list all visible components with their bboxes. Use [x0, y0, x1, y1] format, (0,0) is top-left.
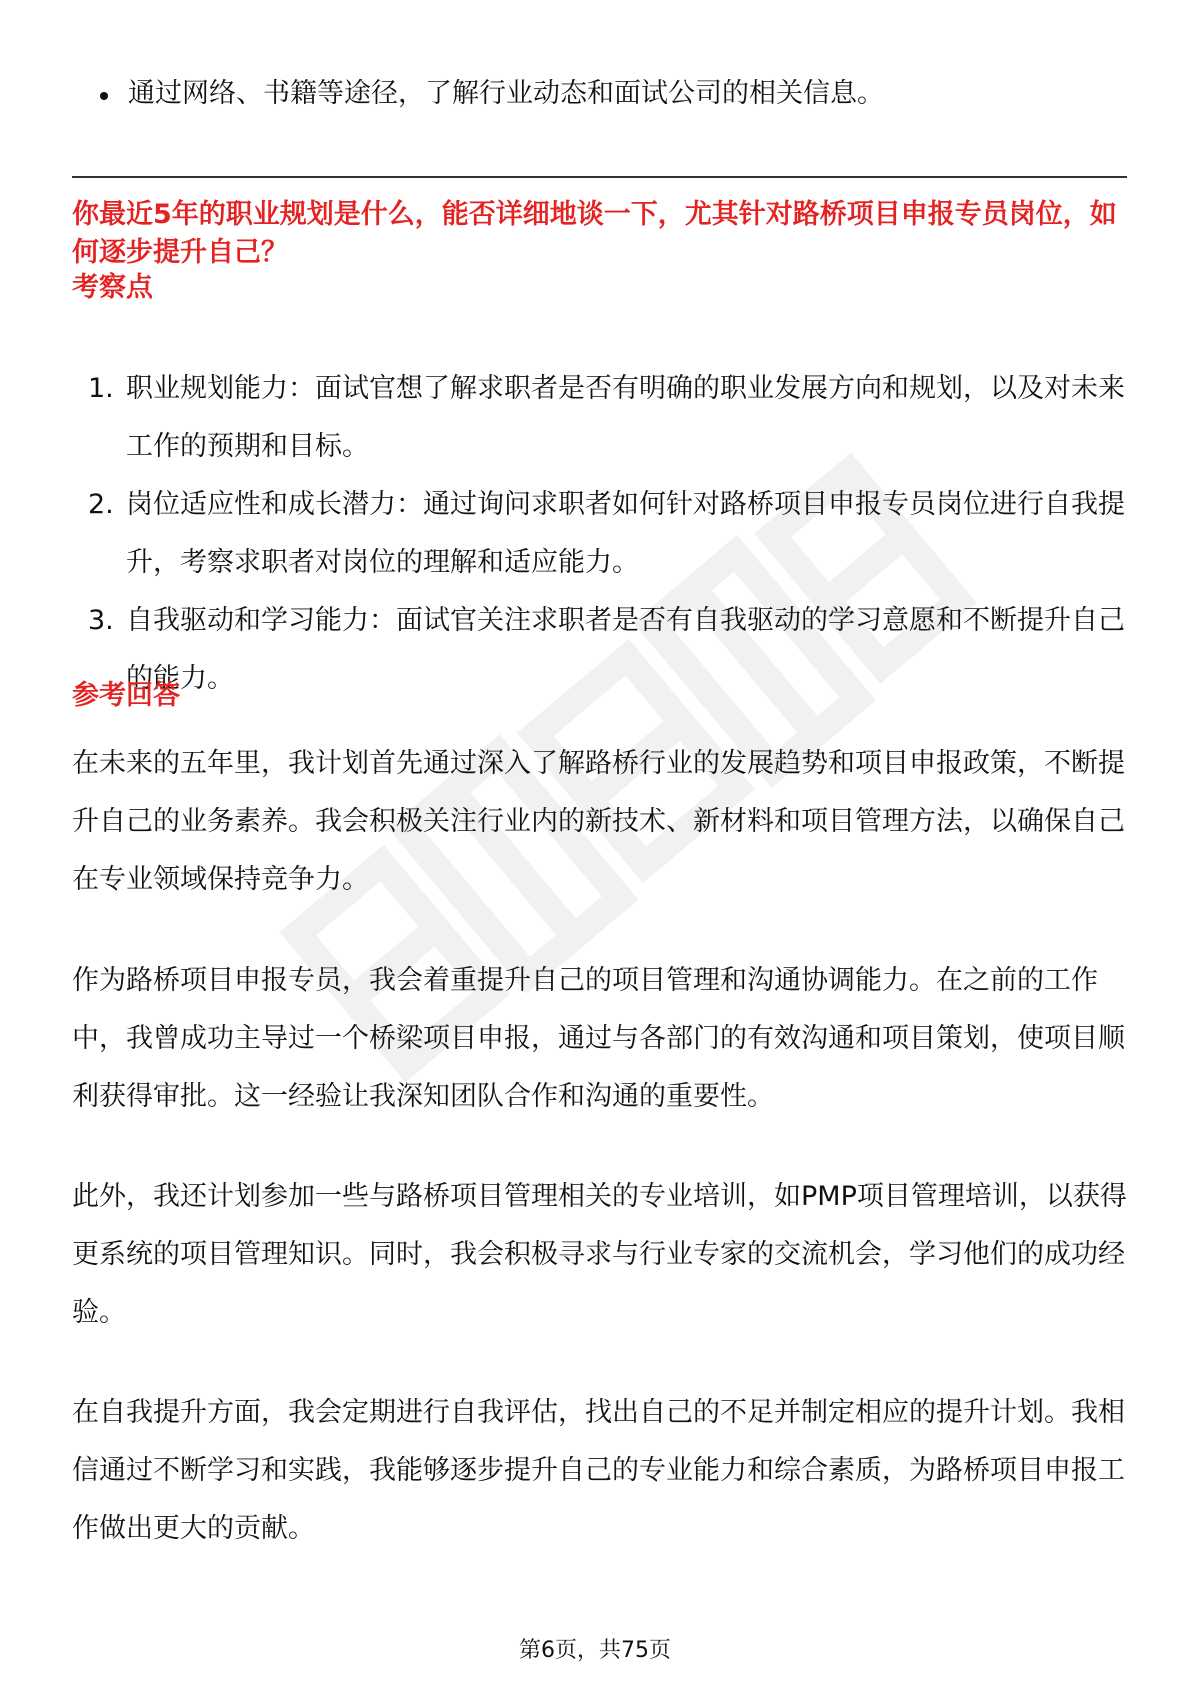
list-item-text: 自我驱动和学习能力：面试官关注求职者是否有自我驱动的学习意愿和不断提升自己的能力。 — [126, 605, 1125, 694]
list-number: 2. — [88, 489, 114, 520]
answer-paragraph-3: 此外，我还计划参加一些与路桥项目管理相关的专业培训，如PMP项目管理培训，以获得更系统的项目管理知识。同时，我会积极寻求与行业专家的交流机会，学习他们的成功经验。 — [72, 1181, 1127, 1328]
section-title-points: 考察点 — [72, 272, 153, 303]
section-title-answer: 参考回答 — [72, 680, 180, 711]
question-heading: 你最近5年的职业规划是什么，能否详细地谈一下，尤其针对路桥项目申报专员岗位，如何逐步提升自己？ — [72, 199, 1117, 268]
points-list — [88, 360, 1128, 708]
answer-paragraph-4: 在自我提升方面，我会定期进行自我评估，找出自己的不足并制定相应的提升计划。我相信通过不断学习和实践，我能够逐步提升自己的专业能力和综合素质，为路桥项目申报工作做出更大的贡献。 — [72, 1397, 1125, 1544]
list-item — [88, 592, 1128, 708]
answer-paragraph-2: 作为路桥项目申报专员，我会着重提升自己的项目管理和沟通协调能力。在之前的工作中，我曾成功主导过一个桥梁项目申报，通过与各部门的有效沟通和项目策划，使项目顺利获得审批。这一经验让我深知团队合作和沟通的重要性。 — [72, 965, 1125, 1112]
list-number: 1. — [88, 373, 114, 404]
list-item — [88, 360, 1128, 476]
answer-paragraph-1: 在未来的五年里，我计划首先通过深入了解路桥行业的发展趋势和项目申报政策，不断提升自己的业务素养。我会积极关注行业内的新技术、新材料和项目管理方法，以确保自己在专业领域保持竞争力。 — [72, 748, 1125, 895]
section-divider — [72, 176, 1127, 178]
page-number-footer: 第6页，共75页 — [519, 1638, 671, 1663]
list-item-text: 职业规划能力：面试官想了解求职者是否有明确的职业发展方向和规划，以及对未来工作的预期和目标。 — [126, 373, 1125, 462]
top-bullet-list — [100, 72, 1110, 116]
list-item-text: 岗位适应性和成长潜力：通过询问求职者如何针对路桥项目申报专员岗位进行自我提升，考察求职者对岗位的理解和适应能力。 — [126, 489, 1125, 578]
list-number: 3. — [88, 605, 114, 636]
list-item — [88, 476, 1128, 592]
list-item: 通过网络、书籍等途径，了解行业动态和面试公司的相关信息。 — [100, 72, 1110, 116]
